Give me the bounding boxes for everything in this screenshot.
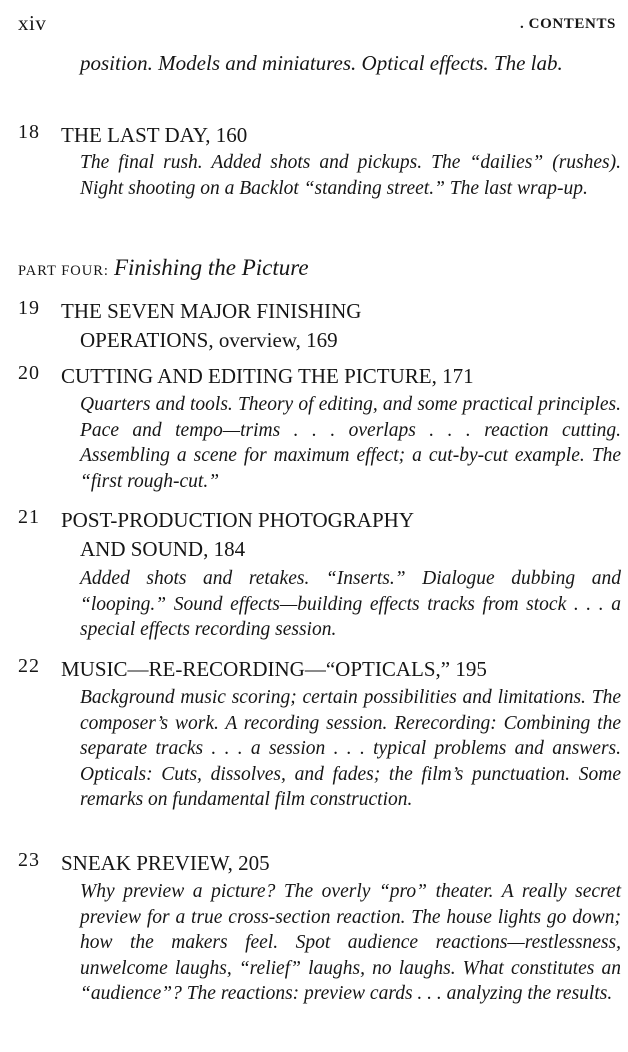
chapter-title-line: OPERATIONS, overview, 169 [80,328,338,352]
chapter-title [61,362,621,391]
running-head: . CONTENTS [519,16,616,32]
chapter-number: 22 [18,655,40,677]
chapter-title-line: THE LAST DAY, 160 [61,123,248,147]
chapter-title-line: THE SEVEN MAJOR FINISHING [61,299,362,323]
chapter-title [61,655,621,684]
part-label: PART FOUR: [18,263,109,279]
chapter-title-line: AND SOUND, 184 [80,537,246,561]
chapter-number: 18 [18,121,40,143]
chapter-description: Background music scoring; certain possibilities and limitations. The composer’s work. A recording session. Rerecording: Combining the separate tracks . . . a session . . . typical problems and answers. Opticals: Cuts, dissolves, and fades; the film’s punctuation. Some remarks on fundamental film construction. [80,687,621,810]
chapter-number: 21 [18,506,40,528]
chapter-description: The final rush. Added shots and pickups. The “dailies” (rushes). Night shooting on a Backlot “standing street.” The last wrap-up. [80,152,621,199]
chapter-title-line: POST-PRODUCTION PHOTOGRAPHY [61,508,414,532]
chapter-title-line: SNEAK PREVIEW, 205 [61,851,270,875]
chapter-title [61,506,621,564]
chapter-title [61,849,621,878]
chapter-title [61,297,621,355]
chapter-number: 23 [18,849,40,871]
chapter-title-line: CUTTING AND EDITING THE PICTURE, 171 [61,364,474,388]
page-number: xiv [18,11,47,35]
chapter-title [61,121,621,150]
part-title: Finishing the Picture [113,255,309,280]
chapter-description: Quarters and tools. Theory of editing, and some practical principles. Pace and tempo—trims . . . overlaps . . . reaction cutting. Assembling a scene for maximum effect; a cut-by-cut example. The “first rough-cut.” [80,394,621,492]
part-heading [18,255,309,281]
continued-description: position. Models and miniatures. Optical effects. The lab. [80,51,563,75]
chapter-title-line: MUSIC—RE-RECORDING—“OPTICALS,” 195 [61,657,487,681]
chapter-number: 20 [18,362,40,384]
chapter-description: Why preview a picture? The overly “pro” theater. A really secret preview for a true cross-section reaction. The house lights go down; how the makers feel. Spot audience reactions—restlessness, unwelcome laughs, “relief” laughs, no laughs. What constitutes an “audience”? The reactions: preview cards . . . analyzing the results. [80,881,621,1004]
chapter-description: Added shots and retakes. “Inserts.” Dialogue dubbing and “looping.” Sound effects—building effects tracks from stock . . . a special effects recording session. [80,568,621,640]
chapter-number: 19 [18,297,40,319]
